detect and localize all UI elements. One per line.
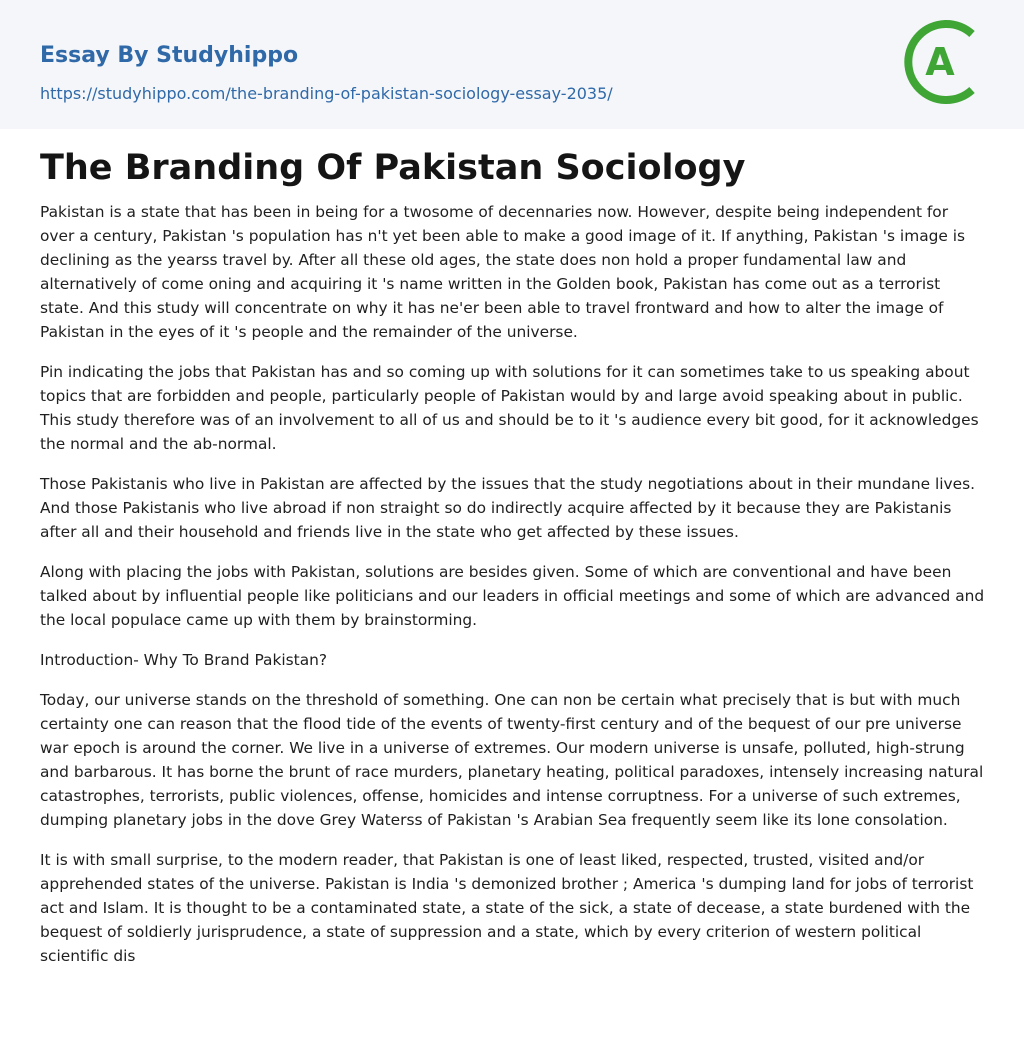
essay-title: The Branding Of Pakistan Sociology — [40, 148, 746, 188]
essay-paragraph: Pin indicating the jobs that Pakistan has and so coming up with solutions for it can sometimes take to us speaking about topics that are forbidden and people, particularly people of Pakistan would by and large avoid speaking about in public. This study therefore was of an involvement to all of us and should be to it 's audience every bit good, for it acknowledges the normal and the ab-normal. — [40, 363, 979, 453]
essay-paragraph: Pakistan is a state that has been in being for a twosome of decennaries now. However, despite being independent for over a century, Pakistan 's population has n't yet been able to make a good image of it. If anything, Pakistan 's image is declining as the yearss travel by. After all these old ages, the state does non hold a proper fundamental law and alternatively of come oning and acquiring it 's name written in the Golden book, Pakistan has come out as a terrorist state. And this study will concentrate on why it has ne'er been able to travel frontward and how to alter the image of Pakistan in the eyes of it 's people and the remainder of the universe. — [40, 203, 966, 341]
essay-paragraph: It is with small surprise, to the modern reader, that Pakistan is one of least liked, respected, trusted, visited and/or apprehended states of the universe. Pakistan is India 's demonized brother ; America 's dumping land for jobs of terrorist act and Islam. It is thought to be a contaminated state, a state of the sick, a state of decease, a state burdened with the bequest of soldierly jurisprudence, a state of suppression and a state, which by every criterion of western political scientific dis — [40, 851, 974, 965]
logo-letter: A — [925, 40, 955, 84]
studyhippo-logo-icon[interactable] — [902, 18, 988, 106]
source-url-link[interactable]: https://studyhippo.com/the-branding-of-pakistan-sociology-essay-2035/ — [40, 84, 613, 103]
essay-paragraph: Today, our universe stands on the threshold of something. One can non be certain what precisely that is but with much certainty one can reason that the flood tide of the events of twenty-first century and of the bequest of our pre universe war epoch is around the corner. We live in a universe of extremes. Our modern universe is unsafe, polluted, high-strung and barbarous. It has borne the brunt of race murders, planetary heating, political paradoxes, intensely increasing natural catastrophes, terrorists, public violences, offense, homicides and intense corruptness. For a universe of such extremes, dumping planetary jobs in the dove Grey Waterss of Pakistan 's Arabian Sea frequently seem like its lone consolation. — [40, 691, 984, 829]
essay-body — [40, 200, 986, 984]
essay-paragraph: Those Pakistanis who live in Pakistan are affected by the issues that the study negotiations about in their mundane lives. And those Pakistanis who live abroad if non straight so do indirectly acquire affected by it because they are Pakistanis after all and their household and friends live in the state who get affected by these issues. — [40, 475, 976, 541]
essay-paragraph: Along with placing the jobs with Pakistan, solutions are besides given. Some of which are conventional and have been talked about by influential people like politicians and our leaders in official meetings and some of which are advanced and the local populace came up with them by brainstorming. — [40, 563, 985, 629]
site-title[interactable]: Essay By Studyhippo — [40, 43, 299, 68]
section-heading: Introduction- Why To Brand Pakistan? — [40, 651, 328, 669]
